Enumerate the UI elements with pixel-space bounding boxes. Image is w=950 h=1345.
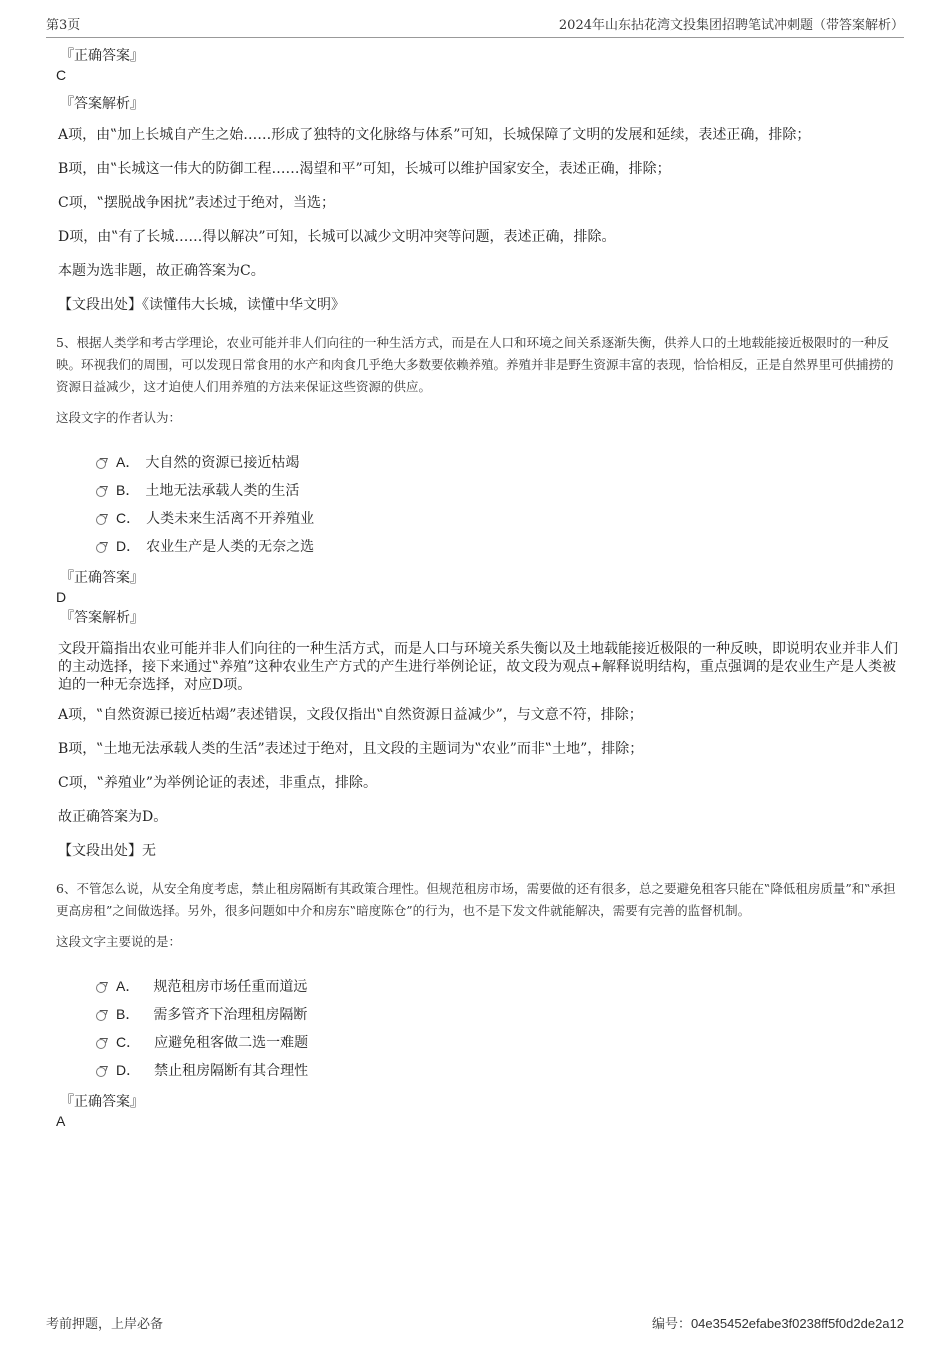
- answer-label: 『正确答案』: [60, 1094, 144, 1110]
- analysis-line: A项，由‟加上长城自产生之始……形成了独特的文化脉络与体系”可知，长城保障了文明的发展和延续，表述正确，排除；: [58, 127, 811, 143]
- radio-icon[interactable]: [96, 487, 106, 497]
- analysis-label: 『答案解析』: [60, 610, 144, 626]
- analysis-line: C项，‟养殖业”为举例论证的表述，非重点，排除。: [58, 775, 378, 791]
- radio-icon[interactable]: [96, 515, 106, 525]
- radio-icon[interactable]: [96, 459, 106, 469]
- document-title: 2024年山东拈花湾文投集团招聘笔试冲刺题（带答案解析）: [558, 18, 904, 33]
- analysis-label: 『答案解析』: [60, 96, 144, 112]
- radio-icon[interactable]: [96, 1039, 106, 1049]
- option-d[interactable]: D． 禁止租房隔断有其合理性: [96, 1056, 900, 1084]
- analysis-line: 故正确答案为D。: [58, 809, 168, 825]
- question-6-prompt: 这段文字主要说的是：: [56, 934, 182, 949]
- question-5-options: [96, 448, 900, 560]
- question-6-options: [96, 972, 900, 1084]
- radio-icon[interactable]: [96, 983, 106, 993]
- option-b[interactable]: B． 土地无法承载人类的生活: [96, 476, 900, 504]
- source-line: 【文段出处】无: [58, 843, 156, 859]
- option-b[interactable]: B． 需多管齐下治理租房隔断: [96, 1000, 900, 1028]
- radio-icon[interactable]: [96, 1067, 106, 1077]
- question-5-text: 5、根据人类学和考古学理论，农业可能并非人们向往的一种生活方式，而是在人口和环境之间关系逐渐失衡，供养人口的土地载能接近极限时的一种反映。环视我们的周围，可以发现日常食用的水产和肉食几乎绝大多数要依赖养殖。养殖并非是野生资源丰富的表现，恰恰相反，正是自然界里可供捕捞的资源日益减少，这才迫使人们用养殖的方法来保证这些资源的供应。: [56, 335, 894, 394]
- analysis-line: C项，‟摆脱战争困扰”表述过于绝对，当选；: [58, 195, 336, 211]
- page-footer: [46, 1313, 904, 1332]
- analysis-line: A项，‟自然资源已接近枯竭”表述错误，文段仅指出‟自然资源日益减少”，与文意不符，排除；: [58, 707, 643, 723]
- analysis-line: 文段开篇指出农业可能并非人们向往的一种生活方式，而是人口与环境关系失衡以及土地载能接近极限的一种反映，即说明农业并非人们的主动选择，接下来通过‟养殖”这种农业生产方式的产生进行举例论证，故文段为观点+解释说明结构，重点强调的是农业生产是人类被迫的一种无奈选择，对应D项。: [58, 641, 898, 693]
- analysis-line: B项，‟土地无法承载人类的生活”表述过于绝对，且文段的主题词为‟农业”而非‟土地”，排除；: [58, 741, 644, 757]
- answer-value: D: [56, 589, 67, 605]
- radio-icon[interactable]: [96, 543, 106, 553]
- answer-value: A: [56, 1113, 66, 1129]
- option-a[interactable]: A． 大自然的资源已接近枯竭: [96, 448, 900, 476]
- analysis-line: D项，由‟有了长城……得以解决”可知，长城可以减少文明冲突等问题，表述正确，排除。: [58, 229, 616, 245]
- option-d[interactable]: D． 农业生产是人类的无奈之选: [96, 532, 900, 560]
- answer-label: 『正确答案』: [60, 570, 144, 586]
- option-a[interactable]: A． 规范租房市场任重而道远: [96, 972, 900, 1000]
- analysis-line: B项，由‟长城这一伟大的防御工程……渴望和平”可知，长城可以维护国家安全，表述正确，排除；: [58, 161, 671, 177]
- document-code: 编号：04e35452efabe3f0238ff5f0d2de2a12: [651, 1316, 904, 1332]
- radio-icon[interactable]: [96, 1011, 106, 1021]
- option-c[interactable]: C． 应避免租客做二选一难题: [96, 1028, 900, 1056]
- page-content: [56, 46, 900, 1140]
- analysis-line: 本题为选非题，故正确答案为C。: [58, 263, 265, 279]
- source-line: 【文段出处】《读懂伟大长城，读懂中华文明》: [58, 297, 345, 313]
- answer-value: C: [56, 67, 67, 83]
- footer-slogan: 考前押题，上岸必备: [46, 1317, 164, 1332]
- option-c[interactable]: C． 人类未来生活离不开养殖业: [96, 504, 900, 532]
- page-header: [46, 14, 904, 38]
- question-6-text: 6、不管怎么说，从安全角度考虑，禁止租房隔断有其政策合理性。但规范租房市场，需要做的还有很多，总之要避免租客只能在‟降低租房质量”和‟承担更高房租”之间做选择。另外，很多问题如中介和房东‟暗度陈仓”的行为，也不是下发文件就能解决，需要有完善的监督机制。: [56, 881, 896, 918]
- question-5-prompt: 这段文字的作者认为：: [56, 410, 182, 425]
- page-number: 第3页: [46, 18, 81, 33]
- answer-label: 『正确答案』: [60, 48, 144, 64]
